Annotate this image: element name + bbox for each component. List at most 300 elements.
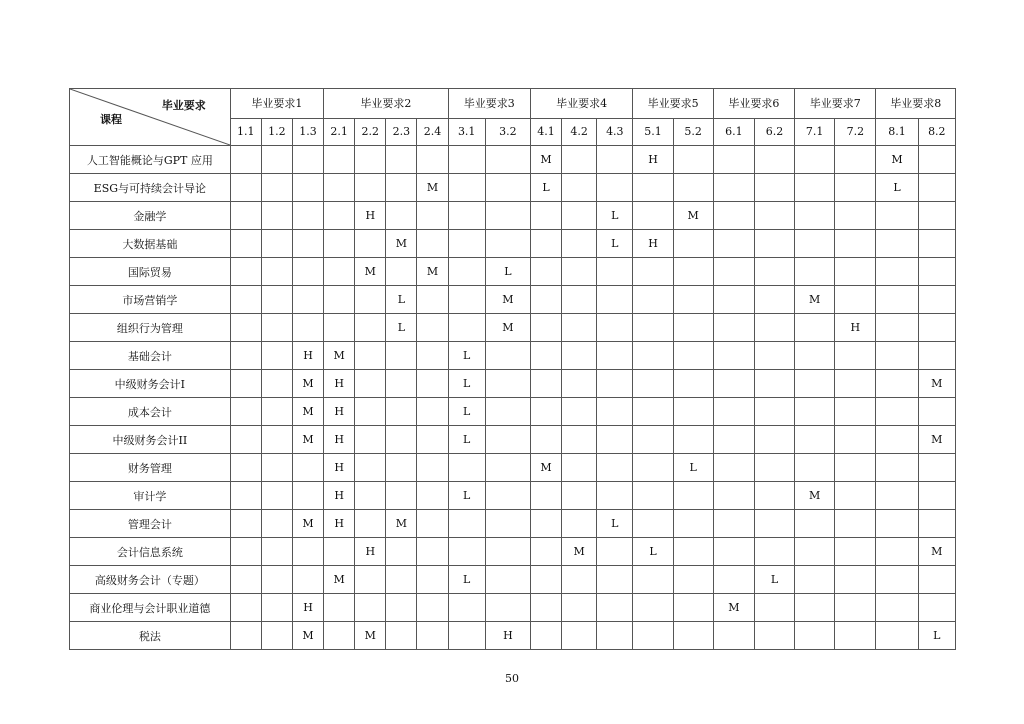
course-name: 基础会计	[70, 342, 231, 370]
support-level-cell	[754, 202, 794, 230]
support-level-cell	[530, 342, 561, 370]
support-level-cell	[795, 398, 835, 426]
support-level-cell	[673, 482, 713, 510]
support-level-cell	[562, 230, 597, 258]
support-level-cell	[713, 566, 754, 594]
support-level-cell	[230, 622, 261, 650]
support-level-cell	[597, 482, 633, 510]
support-level-cell	[485, 482, 530, 510]
support-level-cell	[230, 314, 261, 342]
requirement-group-header: 毕业要求5	[633, 89, 713, 119]
support-level-cell	[230, 258, 261, 286]
support-level-cell	[673, 370, 713, 398]
course-name: 成本会计	[70, 398, 231, 426]
support-level-cell: M	[292, 398, 323, 426]
support-level-cell: M	[417, 174, 448, 202]
support-level-cell	[597, 286, 633, 314]
course-name: 管理会计	[70, 510, 231, 538]
support-level-cell	[485, 594, 530, 622]
support-level-cell	[448, 230, 485, 258]
requirement-group-header: 毕业要求7	[795, 89, 876, 119]
support-level-cell	[261, 146, 292, 174]
support-level-cell	[673, 398, 713, 426]
support-level-cell	[795, 370, 835, 398]
support-level-cell: M	[292, 622, 323, 650]
graduation-requirement-matrix	[69, 88, 956, 650]
support-level-cell	[448, 146, 485, 174]
support-level-cell	[530, 202, 561, 230]
support-level-cell	[795, 622, 835, 650]
support-level-cell	[673, 622, 713, 650]
support-level-cell	[918, 398, 955, 426]
support-level-cell	[754, 342, 794, 370]
support-level-cell	[230, 398, 261, 426]
support-level-cell	[417, 594, 448, 622]
support-level-cell: H	[324, 370, 355, 398]
support-level-cell: M	[485, 286, 530, 314]
support-level-cell	[261, 258, 292, 286]
table-row	[70, 314, 956, 342]
support-level-cell	[713, 622, 754, 650]
support-level-cell	[485, 426, 530, 454]
requirement-sub-header: 2.3	[386, 118, 417, 145]
support-level-cell	[530, 286, 561, 314]
support-level-cell	[417, 510, 448, 538]
support-level-cell: M	[562, 538, 597, 566]
support-level-cell	[633, 202, 673, 230]
support-level-cell	[918, 594, 955, 622]
support-level-cell	[673, 286, 713, 314]
support-level-cell	[918, 314, 955, 342]
support-level-cell	[673, 174, 713, 202]
support-level-cell	[355, 230, 386, 258]
support-level-cell	[485, 202, 530, 230]
support-level-cell	[876, 258, 918, 286]
support-level-cell	[835, 258, 876, 286]
support-level-cell	[485, 454, 530, 482]
support-level-cell	[530, 538, 561, 566]
support-level-cell	[597, 314, 633, 342]
support-level-cell	[324, 202, 355, 230]
support-level-cell	[754, 510, 794, 538]
support-level-cell	[795, 342, 835, 370]
support-level-cell	[530, 566, 561, 594]
support-level-cell	[597, 566, 633, 594]
support-level-cell	[324, 230, 355, 258]
support-level-cell	[713, 482, 754, 510]
support-level-cell	[485, 174, 530, 202]
support-level-cell: M	[292, 426, 323, 454]
support-level-cell	[530, 314, 561, 342]
support-level-cell	[918, 174, 955, 202]
support-level-cell	[417, 454, 448, 482]
support-level-cell: M	[485, 314, 530, 342]
support-level-cell	[713, 174, 754, 202]
support-level-cell	[417, 426, 448, 454]
support-level-cell	[795, 174, 835, 202]
support-level-cell: M	[918, 370, 955, 398]
support-level-cell	[386, 202, 417, 230]
support-level-cell	[530, 426, 561, 454]
support-level-cell: M	[530, 454, 561, 482]
support-level-cell	[324, 146, 355, 174]
support-level-cell	[355, 314, 386, 342]
requirement-sub-header: 1.3	[292, 118, 323, 145]
table-row	[70, 286, 956, 314]
requirement-group-header: 毕业要求8	[876, 89, 956, 119]
support-level-cell: M	[876, 146, 918, 174]
support-level-cell	[417, 398, 448, 426]
support-level-cell	[485, 370, 530, 398]
support-level-cell	[597, 370, 633, 398]
support-level-cell	[795, 258, 835, 286]
course-name: 人工智能概论与GPT 应用	[70, 146, 231, 174]
support-level-cell	[485, 230, 530, 258]
support-level-cell: L	[876, 174, 918, 202]
support-level-cell	[530, 230, 561, 258]
support-level-cell	[835, 622, 876, 650]
support-level-cell	[795, 566, 835, 594]
support-level-cell	[754, 258, 794, 286]
support-level-cell	[417, 286, 448, 314]
support-level-cell	[355, 482, 386, 510]
matrix-body	[70, 146, 956, 650]
support-level-cell: M	[386, 230, 417, 258]
support-level-cell	[417, 622, 448, 650]
support-level-cell	[633, 370, 673, 398]
support-level-cell: L	[448, 482, 485, 510]
support-level-cell	[230, 594, 261, 622]
support-level-cell: M	[292, 370, 323, 398]
support-level-cell	[918, 342, 955, 370]
support-level-cell: L	[597, 510, 633, 538]
support-level-cell: H	[835, 314, 876, 342]
support-level-cell	[261, 230, 292, 258]
support-level-cell	[562, 594, 597, 622]
course-name: 中级财务会计I	[70, 370, 231, 398]
support-level-cell	[633, 566, 673, 594]
support-level-cell: L	[633, 538, 673, 566]
support-level-cell	[876, 314, 918, 342]
table-row	[70, 258, 956, 286]
support-level-cell	[448, 258, 485, 286]
support-level-cell: H	[633, 230, 673, 258]
support-level-cell	[713, 398, 754, 426]
support-level-cell	[355, 146, 386, 174]
requirement-sub-header: 2.2	[355, 118, 386, 145]
support-level-cell	[417, 370, 448, 398]
support-level-cell: L	[386, 286, 417, 314]
corner-header	[70, 89, 231, 146]
support-level-cell: H	[485, 622, 530, 650]
support-level-cell: H	[324, 510, 355, 538]
support-level-cell	[530, 510, 561, 538]
support-level-cell	[324, 258, 355, 286]
support-level-cell	[355, 566, 386, 594]
corner-label-requirements: 毕业要求	[161, 99, 206, 112]
support-level-cell	[754, 370, 794, 398]
support-level-cell	[633, 398, 673, 426]
support-level-cell: M	[673, 202, 713, 230]
support-level-cell	[835, 370, 876, 398]
support-level-cell	[324, 314, 355, 342]
support-level-cell: L	[386, 314, 417, 342]
course-name: ESG与可持续会计导论	[70, 174, 231, 202]
requirement-sub-header: 3.1	[448, 118, 485, 145]
support-level-cell	[713, 258, 754, 286]
table-row	[70, 174, 956, 202]
support-level-cell	[386, 342, 417, 370]
support-level-cell	[230, 426, 261, 454]
support-level-cell	[485, 398, 530, 426]
support-level-cell	[562, 398, 597, 426]
requirement-sub-header: 5.2	[673, 118, 713, 145]
support-level-cell	[597, 454, 633, 482]
support-level-cell	[795, 510, 835, 538]
support-level-cell	[355, 594, 386, 622]
support-level-cell	[292, 202, 323, 230]
support-level-cell: L	[754, 566, 794, 594]
support-level-cell: M	[324, 566, 355, 594]
support-level-cell	[417, 566, 448, 594]
support-level-cell: M	[292, 510, 323, 538]
support-level-cell	[754, 538, 794, 566]
support-level-cell	[386, 594, 417, 622]
support-level-cell	[386, 538, 417, 566]
table-row	[70, 510, 956, 538]
support-level-cell	[562, 566, 597, 594]
table-row	[70, 566, 956, 594]
support-level-cell	[562, 454, 597, 482]
course-name: 税法	[70, 622, 231, 650]
support-level-cell	[633, 426, 673, 454]
support-level-cell	[673, 426, 713, 454]
support-level-cell	[876, 510, 918, 538]
support-level-cell	[562, 510, 597, 538]
support-level-cell	[633, 510, 673, 538]
support-level-cell	[448, 538, 485, 566]
support-level-cell	[795, 594, 835, 622]
support-level-cell	[292, 538, 323, 566]
support-level-cell	[324, 538, 355, 566]
requirement-sub-header: 7.1	[795, 118, 835, 145]
support-level-cell	[597, 622, 633, 650]
support-level-cell	[448, 174, 485, 202]
support-level-cell	[876, 538, 918, 566]
support-level-cell	[386, 146, 417, 174]
support-level-cell: M	[386, 510, 417, 538]
support-level-cell	[448, 202, 485, 230]
support-level-cell	[633, 286, 673, 314]
support-level-cell	[713, 202, 754, 230]
requirement-sub-header: 1.2	[261, 118, 292, 145]
support-level-cell	[485, 510, 530, 538]
requirement-group-header: 毕业要求6	[713, 89, 794, 119]
table-row	[70, 370, 956, 398]
course-name: 大数据基础	[70, 230, 231, 258]
support-level-cell	[835, 426, 876, 454]
requirement-sub-header: 4.1	[530, 118, 561, 145]
support-level-cell	[754, 622, 794, 650]
support-level-cell	[633, 622, 673, 650]
support-level-cell	[261, 622, 292, 650]
support-level-cell	[713, 314, 754, 342]
support-level-cell	[261, 342, 292, 370]
support-level-cell: L	[918, 622, 955, 650]
requirement-group-header: 毕业要求2	[324, 89, 449, 119]
requirement-sub-header: 3.2	[485, 118, 530, 145]
support-level-cell	[261, 510, 292, 538]
support-level-cell	[417, 538, 448, 566]
support-level-cell	[355, 370, 386, 398]
support-level-cell: M	[417, 258, 448, 286]
support-level-cell	[633, 258, 673, 286]
support-level-cell	[261, 454, 292, 482]
support-level-cell	[918, 510, 955, 538]
support-level-cell: M	[795, 286, 835, 314]
support-level-cell	[835, 566, 876, 594]
support-level-cell: L	[448, 426, 485, 454]
support-level-cell	[355, 174, 386, 202]
support-level-cell	[597, 594, 633, 622]
support-level-cell	[562, 174, 597, 202]
support-level-cell	[835, 398, 876, 426]
support-level-cell	[230, 146, 261, 174]
support-level-cell	[597, 538, 633, 566]
support-level-cell	[876, 202, 918, 230]
support-level-cell	[876, 594, 918, 622]
support-level-cell	[754, 482, 794, 510]
support-level-cell	[876, 426, 918, 454]
support-level-cell: M	[324, 342, 355, 370]
support-level-cell	[713, 286, 754, 314]
support-level-cell	[918, 146, 955, 174]
support-level-cell: H	[355, 538, 386, 566]
support-level-cell	[417, 482, 448, 510]
support-level-cell	[230, 174, 261, 202]
support-level-cell	[355, 426, 386, 454]
table-row	[70, 594, 956, 622]
support-level-cell: L	[448, 342, 485, 370]
table-row	[70, 230, 956, 258]
support-level-cell	[530, 594, 561, 622]
table-row	[70, 342, 956, 370]
corner-diagonal-line	[70, 89, 230, 145]
requirement-sub-header: 6.2	[754, 118, 794, 145]
requirement-sub-header: 7.2	[835, 118, 876, 145]
support-level-cell	[673, 230, 713, 258]
support-level-cell	[530, 398, 561, 426]
support-level-cell: H	[324, 454, 355, 482]
course-name: 中级财务会计II	[70, 426, 231, 454]
support-level-cell	[292, 482, 323, 510]
support-level-cell	[448, 286, 485, 314]
support-level-cell	[876, 398, 918, 426]
table-row	[70, 146, 956, 174]
support-level-cell	[230, 538, 261, 566]
support-level-cell	[261, 314, 292, 342]
support-level-cell	[355, 454, 386, 482]
support-level-cell: L	[485, 258, 530, 286]
support-level-cell	[918, 286, 955, 314]
support-level-cell	[597, 258, 633, 286]
support-level-cell	[448, 594, 485, 622]
course-name: 财务管理	[70, 454, 231, 482]
support-level-cell	[876, 342, 918, 370]
support-level-cell	[673, 566, 713, 594]
support-level-cell	[835, 230, 876, 258]
support-level-cell	[835, 342, 876, 370]
support-level-cell	[448, 454, 485, 482]
support-level-cell	[230, 566, 261, 594]
support-level-cell	[417, 146, 448, 174]
support-level-cell	[485, 566, 530, 594]
course-name: 审计学	[70, 482, 231, 510]
support-level-cell	[754, 230, 794, 258]
support-level-cell	[386, 454, 417, 482]
support-level-cell	[835, 510, 876, 538]
support-level-cell	[324, 594, 355, 622]
support-level-cell	[562, 258, 597, 286]
support-level-cell	[795, 538, 835, 566]
support-level-cell	[230, 454, 261, 482]
support-level-cell	[230, 342, 261, 370]
requirement-sub-header: 5.1	[633, 118, 673, 145]
support-level-cell	[835, 174, 876, 202]
support-level-cell	[261, 538, 292, 566]
corner-label-course: 课程	[100, 113, 122, 126]
support-level-cell	[562, 314, 597, 342]
support-level-cell: M	[530, 146, 561, 174]
support-level-cell	[597, 146, 633, 174]
support-level-cell	[633, 314, 673, 342]
support-level-cell	[876, 622, 918, 650]
support-level-cell: H	[324, 482, 355, 510]
support-level-cell	[562, 202, 597, 230]
table-row	[70, 538, 956, 566]
support-level-cell	[292, 174, 323, 202]
support-level-cell	[292, 258, 323, 286]
support-level-cell	[754, 174, 794, 202]
support-level-cell	[754, 594, 794, 622]
requirement-sub-header: 4.2	[562, 118, 597, 145]
support-level-cell	[795, 230, 835, 258]
support-level-cell	[713, 230, 754, 258]
support-level-cell	[918, 258, 955, 286]
requirement-sub-header: 8.2	[918, 118, 955, 145]
support-level-cell	[835, 538, 876, 566]
support-level-cell	[261, 594, 292, 622]
support-level-cell	[261, 566, 292, 594]
support-level-cell	[386, 622, 417, 650]
support-level-cell	[562, 342, 597, 370]
requirement-sub-header: 4.3	[597, 118, 633, 145]
support-level-cell	[633, 342, 673, 370]
support-level-cell	[633, 454, 673, 482]
support-level-cell	[835, 286, 876, 314]
support-level-cell	[597, 342, 633, 370]
requirement-group-header: 毕业要求1	[230, 89, 323, 119]
support-level-cell: H	[355, 202, 386, 230]
requirement-group-header: 毕业要求4	[530, 89, 632, 119]
support-level-cell	[754, 146, 794, 174]
support-level-cell	[417, 314, 448, 342]
support-level-cell	[386, 482, 417, 510]
support-level-cell: L	[448, 398, 485, 426]
support-level-cell	[562, 482, 597, 510]
support-level-cell	[448, 622, 485, 650]
support-level-cell	[562, 146, 597, 174]
